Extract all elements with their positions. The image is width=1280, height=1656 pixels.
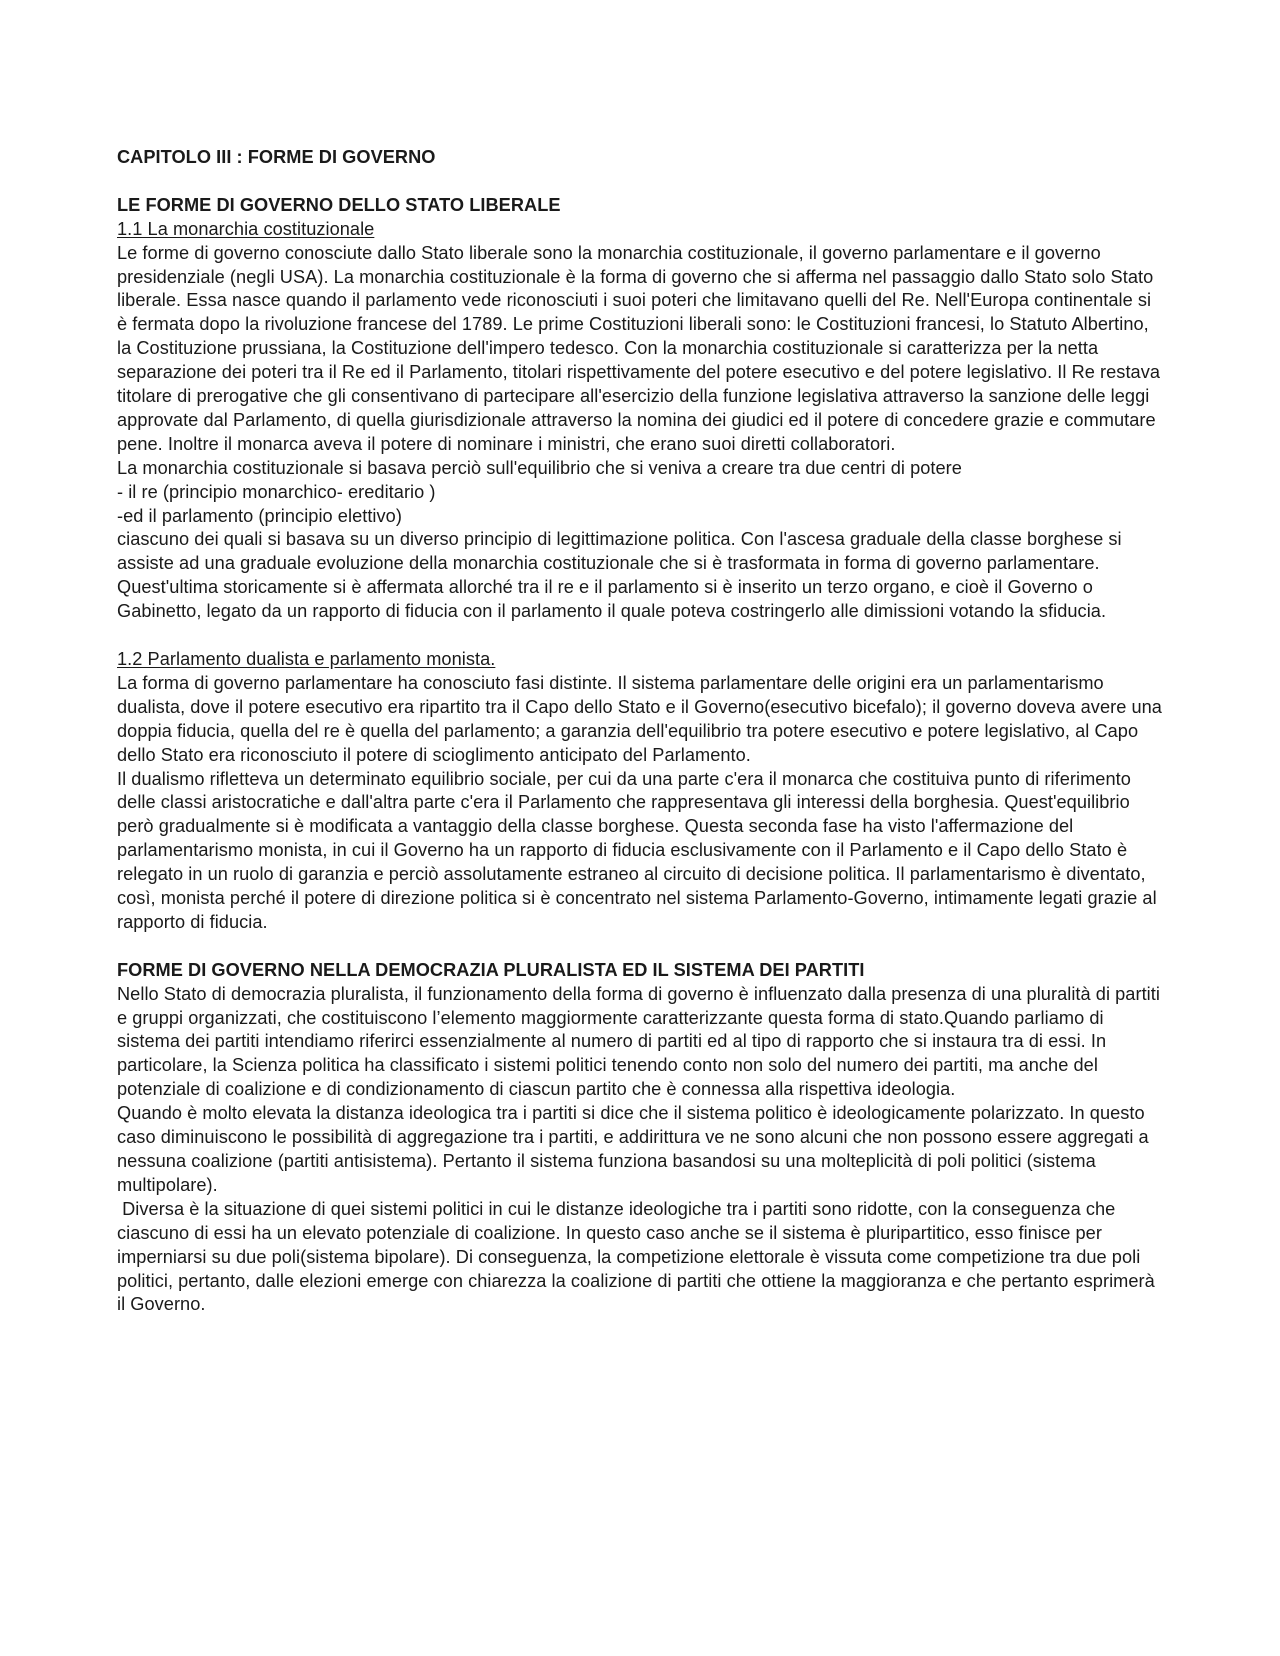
paragraph: Quando è molto elevata la distanza ideologica tra i partiti si dice che il sistema politico è ideologicamente polarizzato. In questo caso diminuiscono le possibilità di aggregazione tra i partiti, e addirittura ve ne sono alcuni che non possono essere aggregati a nessuna coalizione (partiti antisistema). Pertanto il sistema funziona basandosi su una molteplicità di poli politici (sistema multipolare). [117,1103,1149,1195]
paragraph: ciascuno dei quali si basava su un diverso principio di legittimazione politica. Con l'ascesa graduale della classe borghese si assiste ad una graduale evoluzione della monarchia costituzionale che si è trasformata in forma di governo parlamentare. [117,529,1122,574]
paragraph: Le forme di governo conosciute dallo Stato liberale sono la monarchia costituzionale, il governo parlamentare e il governo presidenziale (negli USA). La monarchia costituzionale è la forma di governo che si afferma nel passaggio dallo Stato solo Stato liberale. Essa nasce quando il parlamento vede riconosciuti i suoi poteri che limitavano quelli del Re. Nell'Europa continentale si è fermata dopo la rivoluzione francese del 1789. Le prime Costituzioni liberali sono: le Costituzioni francesi, lo Statuto Albertino, la Costituzione prussiana, la Costituzione dell'impero tedesco. Con la monarchia costituzionale si caratterizza per la netta separazione dei poteri tra il Re ed il Parlamento, titolari rispettivamente del potere esecutivo e del potere legislativo. Il Re restava titolare di prerogative che gli consentivano di partecipare all'esercizio della funzione legislativa attraverso la sanzione delle leggi approvate dal Parlamento, di quella giurisdizionale attraverso la nomina dei giudici ed il potere di concedere grazie e commutare pene. Inoltre il monarca aveva il potere di nominare i ministri, che erano suoi diretti collaboratori. [117,242,1161,454]
paragraph: Nello Stato di democrazia pluralista, il funzionamento della forma di governo è influenzato dalla presenza di una pluralità di partiti e gruppi organizzati, che costituiscono l’elemento maggiormente caratterizzante questa forma di stato.Quando parliamo di sistema dei partiti intendiamo riferirci essenzialmente al numero di partiti ed al tipo di rapporto che si instaura tra di essi. In particolare, la Scienza politica ha classificato i sistemi politici tenendo conto non solo del numero dei partiti, ma anche del potenziale di coalizione e di condizionamento di ciascun partito che è connessa alla rispettiva ideologia. [117,983,1160,1100]
paragraph: La monarchia costituzionale si basava perciò sull'equilibrio che si veniva a creare tra due centri di potere [117,457,962,478]
document-page [117,146,1162,1317]
spacer [117,935,1162,959]
paragraph: Quest'ultima storicamente si è affermata allorché tra il re e il parlamento si è inserito un terzo organo, e cioè il Governo o Gabinetto, legato da un rapporto di fiducia con il parlamento il quale poteva costringerlo alle dimissioni votando la sfiducia. [117,577,1107,622]
spacer [117,170,1162,194]
subsection-title-monarchia: 1.1 La monarchia costituzionale [117,218,375,239]
section-title-democrazia-pluralista: FORME DI GOVERNO NELLA DEMOCRAZIA PLURALISTA ED IL SISTEMA DEI PARTITI [117,959,865,980]
paragraph: Diversa è la situazione di quei sistemi politici in cui le distanze ideologiche tra i partiti sono ridotte, con la conseguenza che ciascuno di essi ha un elevato potenziale di coalizione. In questo caso anche se il sistema è pluripartitico, esso finisce per imperniarsi su due poli(sistema bipolare). Di conseguenza, la competizione elettorale è vissuta come competizione tra due poli politici, pertanto, dalle elezioni emerge con chiarezza la coalizione di partiti che ottiene la maggioranza e che pertanto esprimerà il Governo. [117,1198,1160,1315]
chapter-title: CAPITOLO III : FORME DI GOVERNO [117,147,436,167]
paragraph: Il dualismo rifletteva un determinato equilibrio sociale, per cui da una parte c'era il monarca che costituiva punto di riferimento delle classi aristocratiche e dall'altra parte c'era il Parlamento che rappresentava gli interessi della borghesia. Quest'equilibrio però gradualmente si è modificata a vantaggio della classe borghese. Questa seconda fase ha visto l'affermazione del parlamentarismo monista, in cui il Governo ha un rapporto di fiducia esclusivamente con il Parlamento e il Capo dello Stato è relegato in un ruolo di garanzia e perciò assolutamente estraneo al circuito di decisione politica. Il parlamentarismo è diventato, così, monista perché il potere di direzione politica si è concentrato nel sistema Parlamento-Governo, intimamente legati grazie al rapporto di fiducia. [117,768,1157,932]
subsection-title-parlamento: 1.2 Parlamento dualista e parlamento monista. [117,649,496,669]
paragraph: La forma di governo parlamentare ha conosciuto fasi distinte. Il sistema parlamentare delle origini era un parlamentarismo dualista, dove il potere esecutivo era ripartito tra il Capo dello Stato e il Governo(esecutivo bicefalo); il governo doveva avere una doppia fiducia, quella del re è quella del parlamento; a garanzia dell'equilibrio tra potere esecutivo e potere legislativo, al Capo dello Stato era riconosciuto il potere di scioglimento anticipato del Parlamento. [117,672,1162,765]
spacer [117,624,1162,648]
list-item: - il re (principio monarchico- ereditario ) [117,481,436,502]
list-item: -ed il parlamento (principio elettivo) [117,505,402,526]
section-title-stato-liberale: LE FORME DI GOVERNO DELLO STATO LIBERALE [117,194,561,215]
